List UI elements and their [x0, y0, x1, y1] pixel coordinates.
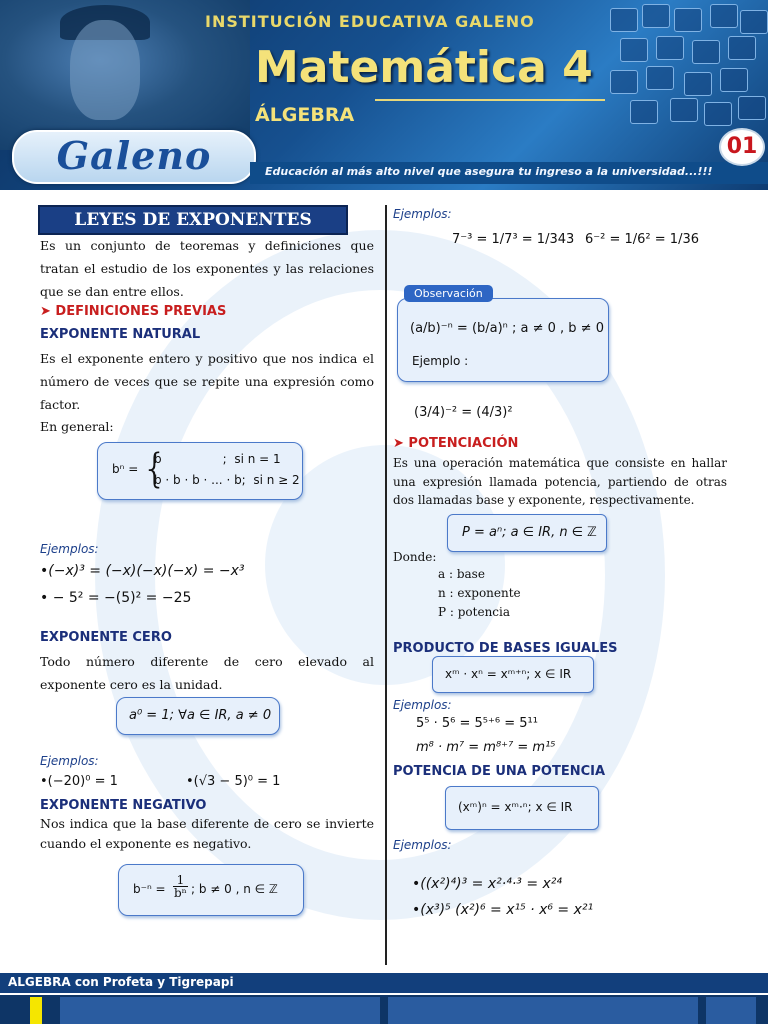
book-title: Matemática 4: [255, 42, 593, 93]
negativo-formula-lhs: b⁻ⁿ =: [133, 882, 166, 896]
ejemplos-label-right-1: Ejemplos:: [393, 207, 452, 221]
cero-formula-box: [116, 697, 280, 735]
negativo-denominator: bⁿ: [174, 886, 187, 900]
definiciones-heading: ➤ DEFINICIONES PREVIAS: [40, 304, 227, 319]
book-subtitle: ÁLGEBRA: [255, 104, 355, 126]
exponente-cero-heading: EXPONENTE CERO: [40, 630, 172, 645]
cero-formula: a⁰ = 1; ∀a ∈ IR, a ≠ 0: [129, 708, 272, 723]
def-exponente: n : exponente: [438, 586, 521, 600]
ejemplos-label-1: Ejemplos:: [40, 542, 99, 556]
page-number-badge: 01: [719, 128, 765, 166]
producto-formula-box: [432, 656, 594, 693]
brace-symbol: {: [142, 446, 168, 492]
en-general-label: En general:: [40, 419, 114, 434]
natural-formula-lhs: bⁿ =: [112, 462, 139, 476]
footer-segment-2: [388, 997, 698, 1024]
natural-example-1: •(−x)³ = (−x)(−x)(−x) = −x³: [40, 563, 245, 579]
footer-segment-1: [60, 997, 380, 1024]
def-potencia: P : potencia: [438, 605, 511, 619]
natural-formula-box: [97, 442, 303, 500]
observacion-formula: (a/b)⁻ⁿ = (b/a)ⁿ ; a ≠ 0 , b ≠ 0: [410, 321, 604, 336]
cero-example-1: •(−20)⁰ = 1: [40, 774, 118, 789]
observacion-example: (3/4)⁻² = (4/3)²: [414, 405, 513, 420]
header-banner: [0, 0, 768, 190]
natural-case-2: b · b · b · ... · b; si n ≥ 2: [154, 473, 300, 487]
potencia-potencia-formula: (xᵐ)ⁿ = xᵐ·ⁿ; x ∈ IR: [458, 800, 573, 814]
cero-example-2: •(√3 − 5)⁰ = 1: [186, 774, 281, 789]
footer-segment-3: [706, 997, 756, 1024]
potencia-potencia-example-1: •((x²)⁴)³ = x²·⁴·³ = x²⁴: [412, 876, 563, 892]
potenciacion-heading: ➤ POTENCIACIÓN: [393, 436, 519, 451]
negativo-numerator: 1: [173, 874, 188, 887]
logo-text: Galeno: [56, 133, 212, 178]
column-divider: [385, 205, 387, 965]
observacion-box: [397, 298, 609, 382]
exponente-natural-heading: EXPONENTE NATURAL: [40, 327, 201, 342]
negativo-paragraph: Nos indica que la base diferente de cero se invierte cuando el exponente es negativo.: [40, 816, 374, 851]
footer-yellow-accent: [30, 997, 42, 1024]
cero-paragraph: Todo número diferente de cero elevado al exponente cero es la unidad.: [40, 654, 374, 692]
producto-bases-heading: PRODUCTO DE BASES IGUALES: [393, 641, 618, 656]
potenciacion-paragraph: Es una operación matemática que consiste en hallar una expresión llamada potencia, partiendo de otras dos llamadas base y exponente, respectivamente.: [393, 456, 727, 507]
potencia-potencia-example-2: •(x³)⁵ (x²)⁶ = x¹⁵ · x⁶ = x²¹: [412, 902, 594, 918]
potencia-potencia-formula-box: [445, 786, 599, 830]
ejemplos-label-2: Ejemplos:: [40, 754, 99, 768]
ejemplos-label-right-3: Ejemplos:: [393, 838, 452, 852]
natural-case-1: b ; si n = 1: [154, 452, 281, 466]
observacion-tag: Observación: [404, 285, 493, 302]
potencia-potencia-heading: POTENCIA DE UNA POTENCIA: [393, 764, 606, 779]
observacion-ejemplo-label: Ejemplo :: [412, 354, 469, 368]
negative-example-1: 7⁻³ = 1/7³ = 1/343: [452, 232, 575, 247]
ejemplos-label-right-2: Ejemplos:: [393, 698, 452, 712]
producto-example-2: m⁸ · m⁷ = m⁸⁺⁷ = m¹⁵: [416, 740, 556, 755]
def-base: a : base: [438, 567, 485, 581]
negative-example-2: 6⁻² = 1/6² = 1/36: [585, 232, 699, 247]
intro-paragraph: Es un conjunto de teoremas y definiciones que tratan el estudio de los exponentes y las relaciones que se dan entre ellos.: [40, 238, 374, 299]
galeno-logo: [12, 130, 256, 184]
institution-name: INSTITUCIÓN EDUCATIVA GALENO: [205, 12, 535, 31]
negativo-formula-box: [118, 864, 304, 916]
negativo-formula-rhs: ; b ≠ 0 , n ∈ ℤ: [191, 882, 278, 896]
negativo-fraction: [173, 874, 188, 899]
donde-label: Donde:: [393, 550, 437, 564]
slogan: Educación al más alto nivel que asegura tu ingreso a la universidad...!!!: [265, 165, 713, 178]
natural-example-2: • − 5² = −(5)² = −25: [40, 590, 192, 606]
potenciacion-formula-box: [447, 514, 607, 552]
producto-example-1: 5⁵ · 5⁶ = 5⁵⁺⁶ = 5¹¹: [416, 716, 538, 731]
title-underline: [375, 99, 605, 101]
natural-paragraph: Es el exponente entero y positivo que nos indica el número de veces que se repite una expresión como factor.: [40, 351, 374, 412]
potenciacion-formula: P = aⁿ; a ∈ IR, n ∈ ℤ: [462, 525, 597, 540]
footer-text: ALGEBRA con Profeta y Tigrepapi: [8, 975, 234, 989]
section-title: LEYES DE EXPONENTES: [38, 205, 348, 235]
producto-formula: xᵐ · xⁿ = xᵐ⁺ⁿ; x ∈ IR: [445, 667, 572, 681]
exponente-negativo-heading: EXPONENTE NEGATIVO: [40, 798, 207, 813]
